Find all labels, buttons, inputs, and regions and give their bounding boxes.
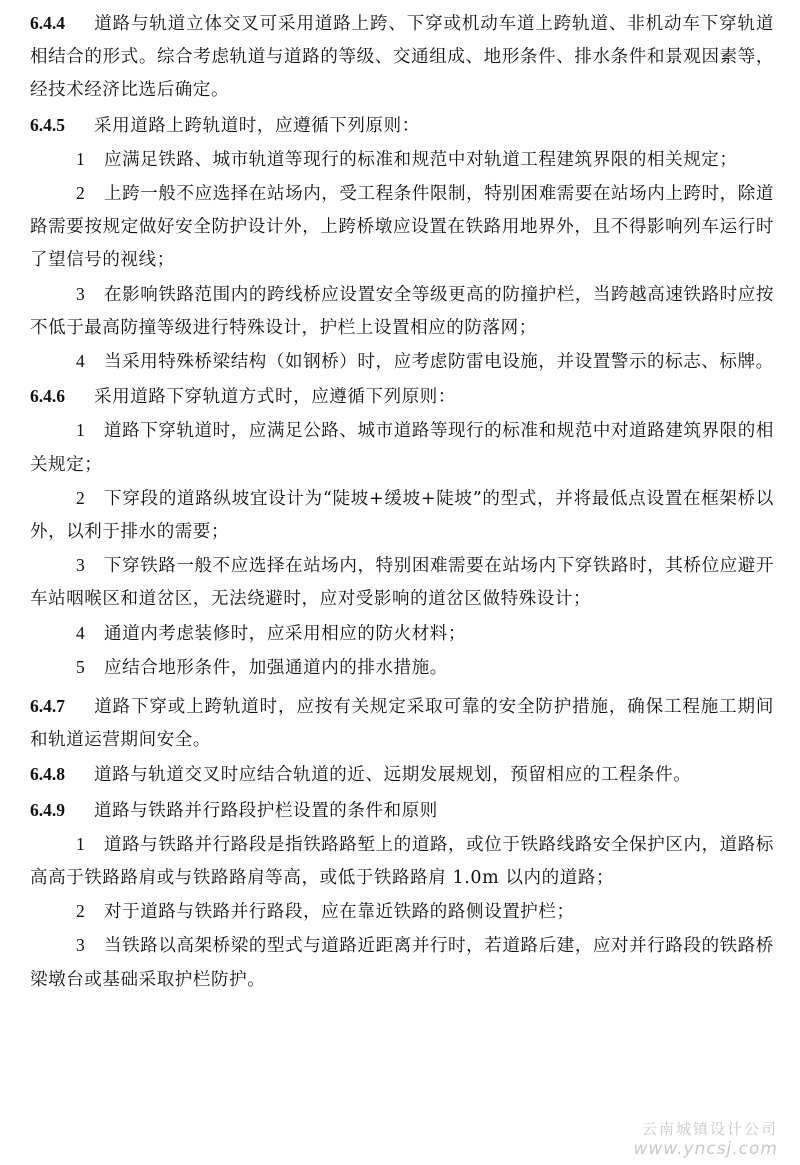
list-item <box>30 828 774 895</box>
spacer <box>30 685 774 689</box>
item-text: 下穿段的道路纵坡宜设计为“陡坡+缓坡+陡坡”的型式，并将最低点设置在框架桥以外，以利于排水的需要； <box>30 488 774 543</box>
item-text: 通道内考虑装修时，应采用相应的防火材料； <box>104 623 466 644</box>
item-text: 上跨一般不应选择在站场内，受工程条件限制，特别困难需要在站场内上跨时，除道路需要按规定做好安全防护设计外，上跨桥墩应设置在铁路用地界外，且不得影响列车运行时了望信号的视线； <box>30 184 774 271</box>
list-item <box>30 929 774 996</box>
item-number: 3 <box>76 283 85 304</box>
list-item <box>30 651 774 685</box>
item-number: 2 <box>76 183 85 204</box>
clause-text: 道路下穿或上跨轨道时，应按有关规定采取可靠的安全防护措施，确保工程施工期间和轨道运营期间安全。 <box>30 697 774 751</box>
clause-text: 道路与轨道交叉时应结合轨道的近、远期发展规划，预留相应的工程条件。 <box>94 765 692 786</box>
item-number: 3 <box>76 935 85 956</box>
item-number: 5 <box>76 656 85 677</box>
watermark-url: www.yncsj.com <box>633 1139 778 1159</box>
item-number: 1 <box>76 420 85 441</box>
clause-text: 道路与轨道立体交叉可采用道路上跨、下穿或机动车道上跨轨道、非机动车下穿轨道相结合的形式。综合考虑轨道与道路的等级、交通组成、地形条件、排水条件和景观因素等，经技术经济比选后确定。 <box>30 14 774 101</box>
clause-number: 6.4.9 <box>30 799 65 820</box>
list-item <box>30 177 774 278</box>
item-number: 4 <box>76 351 85 372</box>
list-item <box>30 482 774 549</box>
clause-number: 6.4.5 <box>30 114 65 135</box>
item-number: 1 <box>76 833 85 854</box>
clause-text: 道路与铁路并行路段护栏设置的条件和原则 <box>94 800 438 821</box>
item-number: 2 <box>76 901 85 922</box>
item-text: 在影响铁路范围内的跨线桥应设置安全等级更高的防撞护栏，当跨越高速铁路时应按不低于最高防撞等级进行特殊设计，护栏上设置相应的防落网； <box>30 284 774 338</box>
item-text: 对于道路与铁路并行路段，应在靠近铁路的路侧设置护栏； <box>104 902 575 923</box>
clause-6-4-7 <box>30 690 774 757</box>
clause-number: 6.4.4 <box>30 13 65 33</box>
clause-6-4-5 <box>30 109 774 143</box>
item-text: 道路下穿轨道时，应满足公路、城市道路等现行的标准和规范中对道路建筑界限的相关规定； <box>30 421 774 475</box>
clause-6-4-4 <box>30 7 774 108</box>
clause-6-4-6 <box>30 380 774 414</box>
clause-number: 6.4.6 <box>30 386 65 407</box>
list-item <box>30 549 774 616</box>
clause-number: 6.4.7 <box>30 696 65 717</box>
list-item <box>30 278 774 345</box>
item-number: 1 <box>76 148 85 169</box>
item-number: 3 <box>76 555 85 576</box>
list-item <box>30 143 774 177</box>
clause-text: 采用道路下穿轨道方式时，应遵循下列原则： <box>94 387 456 408</box>
item-text: 当采用特殊桥梁结构（如钢桥）时，应考虑防雷电设施，并设置警示的标志、标牌。 <box>104 352 774 373</box>
watermark-company: 云南城镇设计公司 <box>641 1120 778 1138</box>
clause-number: 6.4.8 <box>30 764 65 785</box>
clause-text: 采用道路上跨轨道时，应遵循下列原则： <box>94 115 420 136</box>
clause-6-4-8 <box>30 758 774 792</box>
list-item <box>30 617 774 651</box>
item-number: 2 <box>76 487 85 508</box>
watermark <box>633 1119 778 1159</box>
clause-6-4-9 <box>30 794 774 828</box>
item-number: 4 <box>76 622 85 643</box>
item-text: 下穿铁路一般不应选择在站场内，特别困难需要在站场内下穿铁路时，其桥位应避开车站咽喉区和道岔区，无法绕避时，应对受影响的道岔区做特殊设计； <box>30 556 774 610</box>
list-item <box>30 895 774 929</box>
list-item <box>30 414 774 481</box>
item-text: 当铁路以高架桥梁的型式与道路近距离并行时，若道路后建，应对并行路段的铁路桥梁墩台或基础采取护栏防护。 <box>30 936 774 990</box>
item-text: 道路与铁路并行路段是指铁路路堑上的道路，或位于铁路线路安全保护区内，道路标高高于铁路路肩或与铁路路肩等高，或低于铁路路肩 1.0m 以内的道路； <box>30 834 774 889</box>
item-text: 应满足铁路、城市轨道等现行的标准和规范中对轨道工程建筑界限的相关规定； <box>104 149 738 170</box>
item-text: 应结合地形条件，加强通道内的排水措施。 <box>104 657 448 678</box>
list-item <box>30 345 774 379</box>
